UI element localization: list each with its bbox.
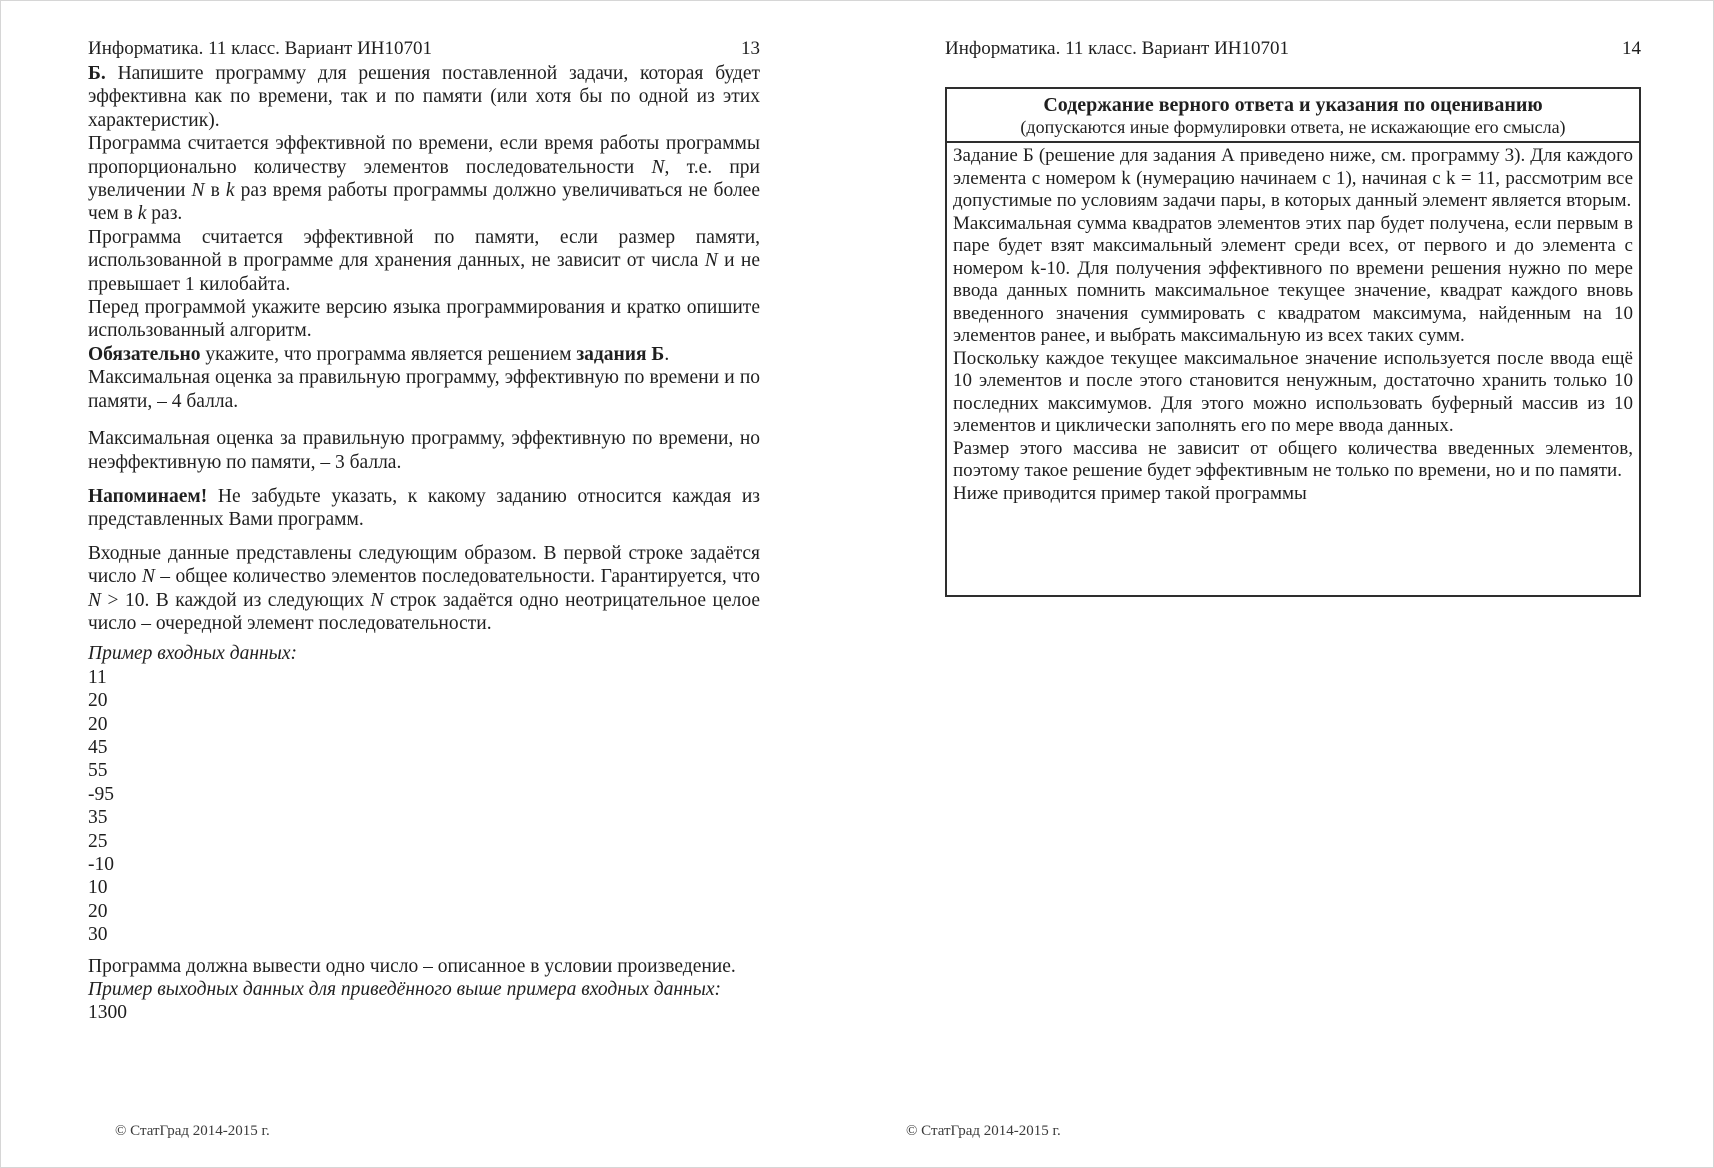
page-13-body: [88, 62, 760, 1025]
sample-input-value: -10: [88, 854, 114, 875]
page-13: [88, 38, 760, 1025]
sample-input-value: 10: [88, 877, 108, 899]
answer-box-subtitle: (допускаются иные формулировки ответа, не искажающие его смысла): [1020, 117, 1566, 137]
answer-box-head: [947, 89, 1639, 143]
page-14: [945, 38, 1641, 597]
answer-paragraph-2: Максимальная сумма квадратов элементов этих пар будет получена, если первым в паре будет взят максимальный элемент среди всех, от первого и до элемента с номером k-10. Для получения эффективного по времени решения нужно по мере ввода данных помнить максимальное текущее значение, квадрат каждого вновь введенного значения суммировать с квадратом максимума, найденным на 10 элементов ранее, и выбрать максимальную из всех таких сумм.: [953, 212, 1633, 346]
sample-input-value: 20: [88, 900, 108, 922]
program-example-note: Ниже приводится пример такой программы: [953, 482, 1307, 504]
sample-input-value: -95: [88, 783, 114, 805]
running-header: Информатика. 11 класс. Вариант ИН10701: [945, 38, 1290, 59]
task-b-paragraph: Б. Напишите программу для решения поставленной задачи, которая будет эффективна как по времени, так и по памяти (или хотя бы по одной из этих характеристик).: [88, 63, 760, 131]
sample-input-value: 30: [88, 924, 108, 946]
page-number: 13: [741, 38, 760, 59]
answer-box-title: Содержание верного ответа и указания по оцениванию: [1043, 94, 1543, 116]
footer-copyright: © СтатГрад 2014-2015 г.: [906, 1123, 1061, 1139]
max-score-4-paragraph: Максимальная оценка за правильную программу, эффективную по времени и по памяти, – 4 балла.: [88, 367, 760, 412]
answer-box-body: [947, 143, 1639, 595]
answer-box: [945, 87, 1641, 597]
language-note-paragraph: Перед программой укажите версию языка программирования и кратко опишите использованный алгоритм.: [88, 297, 760, 342]
sample-input-value: 35: [88, 807, 108, 829]
sample-input-value: 20: [88, 713, 108, 735]
sample-input-value: 20: [88, 690, 108, 712]
sample-input-value: 25: [88, 830, 108, 852]
page-number: 14: [1622, 38, 1641, 59]
sample-input-value: 55: [88, 760, 108, 782]
sample-input-value: 11: [88, 666, 107, 688]
output-description-paragraph: Программа должна вывести одно число – описанное в условии произведение.: [88, 955, 736, 977]
answer-paragraph-1: Задание Б (решение для задания А приведено ниже, см. программу 3). Для каждого элемента с номером k (нумерацию начинаем с 1), начиная с k = 11, рассмотрим все допустимые по условиям задачи пары, в которых данный элемент является вторым.: [953, 145, 1633, 211]
input-format-paragraph: Входные данные представлены следующим образом. В первой строке задаётся число N – общее количество элементов последовательности. Гарантируется, что N > 10. В каждой из следующих N строк задаётся одно неотрицательное целое число – очередной элемент последовательности.: [88, 542, 761, 634]
footer-copyright: © СтатГрад 2014-2015 г.: [115, 1123, 270, 1139]
page-14-header: [945, 38, 1641, 60]
page-13-header: [88, 38, 760, 60]
sample-input-value: 45: [88, 736, 108, 758]
sample-output-label: Пример выходных данных для приведённого выше примера входных данных:: [88, 979, 722, 1001]
answer-paragraph-3: Поскольку каждое текущее максимальное значение используется после ввода ещё 10 элементов и после этого становится ненужным, достаточно хранить только 10 последних максимумов. Для этого можно использовать буферный массив из 10 элементов и циклически заполнять его по мере ввода данных.: [953, 347, 1633, 436]
time-efficiency-paragraph: Программа считается эффективной по времени, если время работы программы пропорционально количеству элементов последовательности N, т.е. при увеличении N в k раз время работы программы должно увеличиваться не более чем в k раз.: [88, 133, 760, 225]
reminder-paragraph: Напоминаем! Не забудьте указать, к какому заданию относится каждая из представленных Вами программ.: [88, 485, 760, 531]
sample-output-value: 1300: [88, 1002, 127, 1024]
running-header: Информатика. 11 класс. Вариант ИН10701: [88, 38, 433, 59]
sample-input-label: Пример входных данных:: [88, 643, 298, 665]
mandatory-note-paragraph: Обязательно укажите, что программа является решением задания Б.: [88, 343, 670, 365]
answer-paragraph-4: Размер этого массива не зависит от общего количества введенных элементов, поэтому такое решение будет эффективным не только по времени, но и по памяти.: [953, 437, 1633, 481]
memory-efficiency-paragraph: Программа считается эффективной по памяти, если размер памяти, использованной в программе для хранения данных, не зависит от числа N и не превышает 1 килобайта.: [88, 226, 760, 295]
max-score-3-paragraph: Максимальная оценка за правильную программу, эффективную по времени, но неэффективную по памяти, – 3 балла.: [88, 428, 760, 473]
